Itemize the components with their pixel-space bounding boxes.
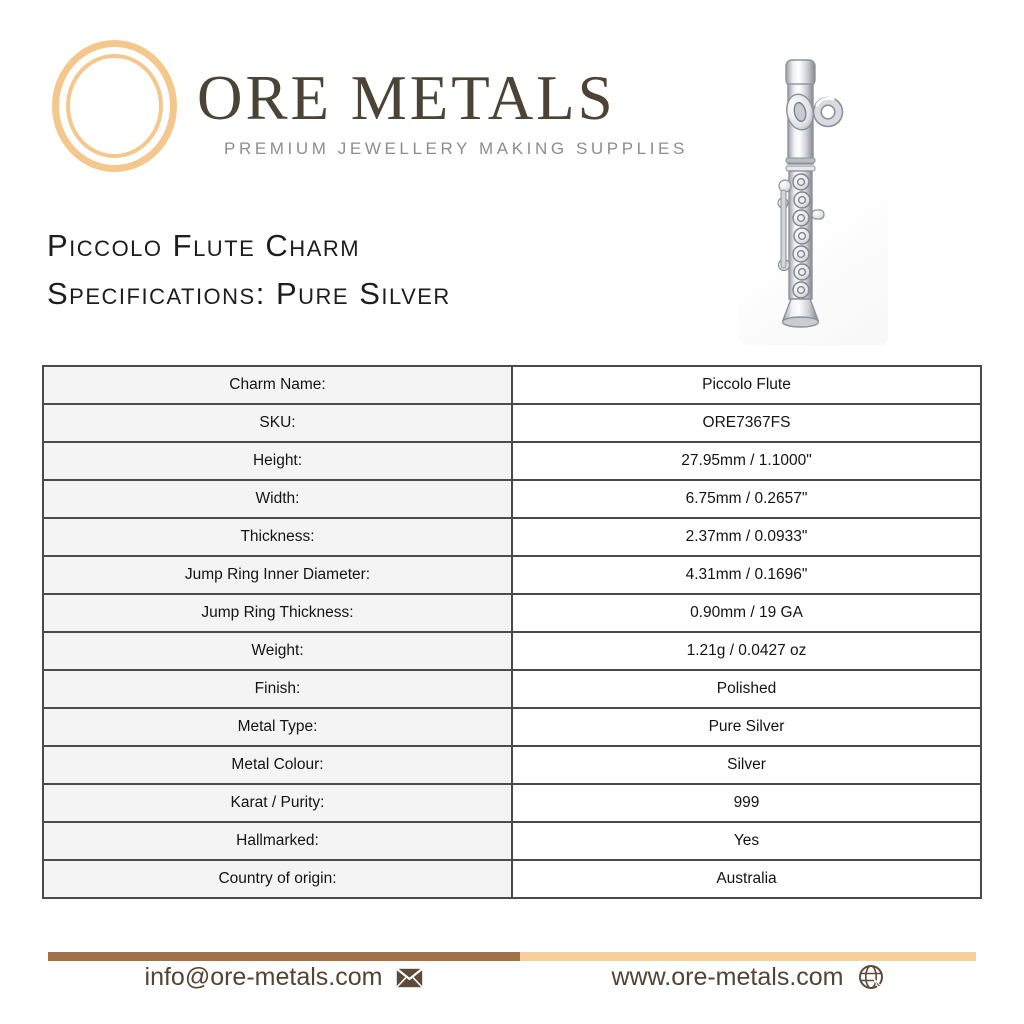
table-row <box>43 632 981 670</box>
spec-label: SKU: <box>43 404 512 442</box>
piccolo-flute-charm-image <box>738 40 888 345</box>
spec-value: 1.21g / 0.0427 oz <box>512 632 981 670</box>
brand-tagline: PREMIUM JEWELLERY MAKING SUPPLIES <box>224 139 688 158</box>
spec-label: Metal Type: <box>43 708 512 746</box>
spec-label: Thickness: <box>43 518 512 556</box>
divider-right-segment <box>520 952 976 961</box>
brand-logo-inner-ring-icon <box>66 54 163 158</box>
spec-value: 0.90mm / 19 GA <box>512 594 981 632</box>
spec-table <box>42 365 982 899</box>
spec-label: Charm Name: <box>43 366 512 404</box>
spec-label: Width: <box>43 480 512 518</box>
spec-table-body <box>43 366 981 898</box>
table-row <box>43 556 981 594</box>
product-title: Piccolo Flute Charm <box>47 228 361 263</box>
footer-website <box>520 963 976 992</box>
spec-label: Finish: <box>43 670 512 708</box>
footer-email <box>48 963 520 992</box>
spec-label: Metal Colour: <box>43 746 512 784</box>
spec-value: Piccolo Flute <box>512 366 981 404</box>
spec-label: Jump Ring Thickness: <box>43 594 512 632</box>
spec-value: ORE7367FS <box>512 404 981 442</box>
table-row <box>43 860 981 898</box>
spec-label: Height: <box>43 442 512 480</box>
table-row <box>43 670 981 708</box>
spec-label: Weight: <box>43 632 512 670</box>
page-title <box>47 222 451 318</box>
spec-label: Karat / Purity: <box>43 784 512 822</box>
product-photo-piccolo-flute <box>738 40 888 345</box>
table-row <box>43 404 981 442</box>
spec-value: Yes <box>512 822 981 860</box>
table-row <box>43 480 981 518</box>
globe-icon <box>858 964 885 991</box>
spec-label: Jump Ring Inner Diameter: <box>43 556 512 594</box>
spec-value: Polished <box>512 670 981 708</box>
website-text: www.ore-metals.com <box>611 963 844 991</box>
envelope-icon <box>396 968 423 988</box>
table-row <box>43 366 981 404</box>
table-row <box>43 708 981 746</box>
table-row <box>43 784 981 822</box>
spec-value: Pure Silver <box>512 708 981 746</box>
divider-left-segment <box>48 952 520 961</box>
email-text: info@ore-metals.com <box>144 963 383 991</box>
spec-value: 2.37mm / 0.0933" <box>512 518 981 556</box>
table-row <box>43 518 981 556</box>
footer-divider <box>48 952 976 961</box>
spec-value: 6.75mm / 0.2657" <box>512 480 981 518</box>
table-row <box>43 746 981 784</box>
product-subtitle: Specifications: Pure Silver <box>47 276 451 311</box>
spec-value: 999 <box>512 784 981 822</box>
spec-value: Silver <box>512 746 981 784</box>
jump-ring <box>814 98 843 127</box>
table-row <box>43 442 981 480</box>
spec-value: Australia <box>512 860 981 898</box>
brand-logo-ring-icon <box>52 40 177 172</box>
brand-name: ORE METALS <box>197 63 616 133</box>
spec-value: 27.95mm / 1.1000" <box>512 442 981 480</box>
spec-label: Hallmarked: <box>43 822 512 860</box>
table-row <box>43 594 981 632</box>
table-row <box>43 822 981 860</box>
spec-label: Country of origin: <box>43 860 512 898</box>
spec-value: 4.31mm / 0.1696" <box>512 556 981 594</box>
